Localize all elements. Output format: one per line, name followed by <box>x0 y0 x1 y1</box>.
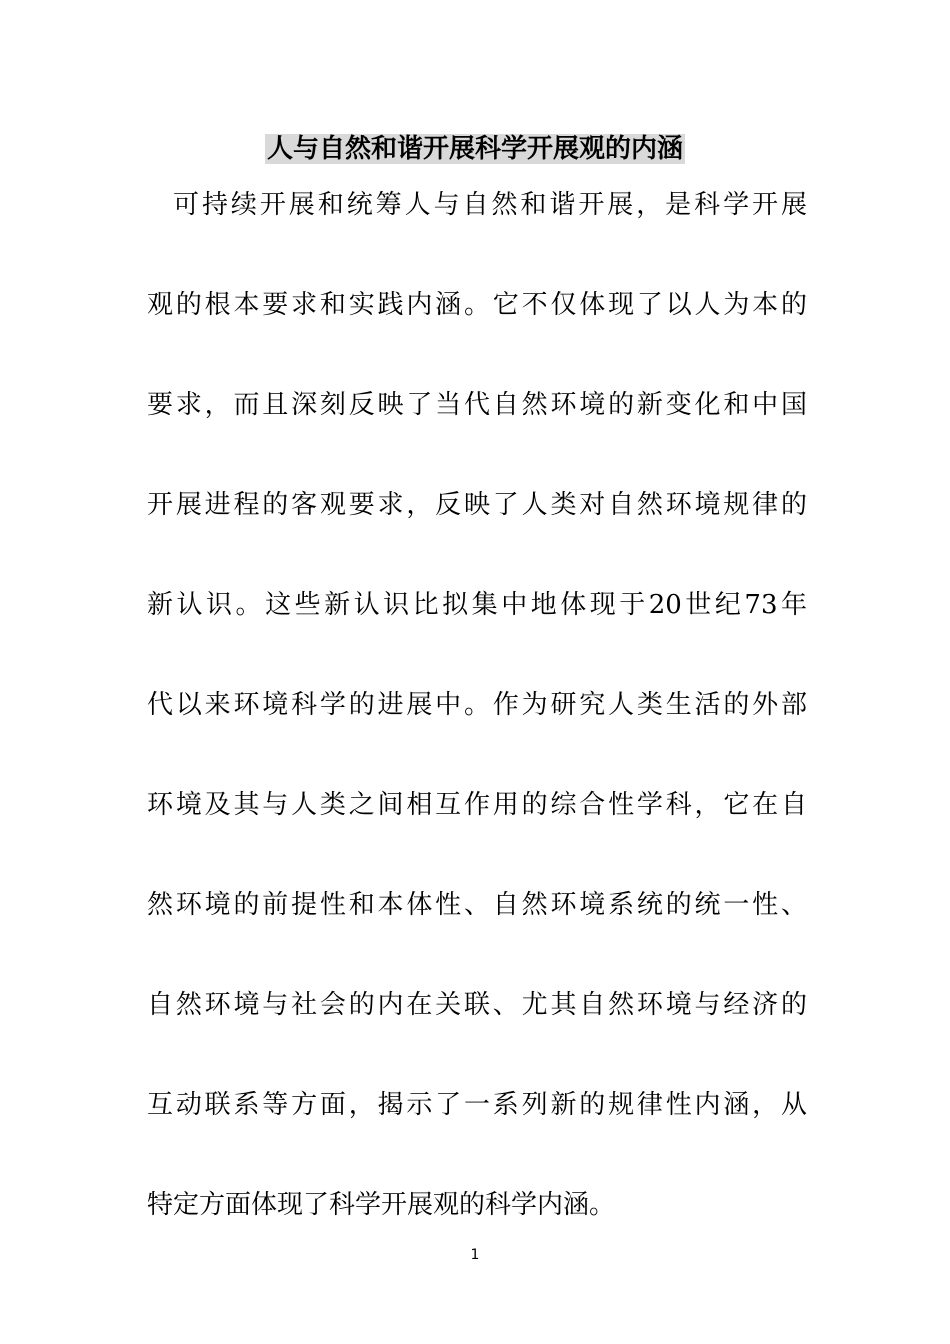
body-paragraph <box>147 180 807 1280</box>
paragraph-line: 环境及其与人类之间相互作用的综合性学科，它在自 <box>147 790 807 820</box>
paragraph-line: 要求，而且深刻反映了当代自然环境的新变化和中国 <box>147 390 807 420</box>
paragraph-line: 开展进程的客观要求，反映了人类对自然环境规律的 <box>147 490 807 520</box>
paragraph-line: 自然环境与社会的内在关联、尤其自然环境与经济的 <box>147 990 807 1020</box>
paragraph-line: 然环境的前提性和本体性、自然环境系统的统一性、 <box>147 890 807 920</box>
paragraph-line: 互动联系等方面，揭示了一系列新的规律性内涵，从 <box>147 1090 807 1120</box>
page-number: 1 <box>470 1247 480 1263</box>
document-title <box>0 131 950 167</box>
paragraph-line: 特定方面体现了科学开展观的科学内涵。 <box>147 1190 616 1220</box>
paragraph-line: 可持续开展和统筹人与自然和谐开展，是科学开展 <box>173 190 807 220</box>
paragraph-line: 代以来环境科学的进展中。作为研究人类生活的外部 <box>147 690 807 720</box>
paragraph-line: 观的根本要求和实践内涵。它不仅体现了以人为本的 <box>147 290 807 320</box>
paragraph-line: 新认识。这些新认识比拟集中地体现于20世纪73年 <box>147 590 807 620</box>
title-text: 人与自然和谐开展科学开展观的内涵 <box>266 134 683 164</box>
